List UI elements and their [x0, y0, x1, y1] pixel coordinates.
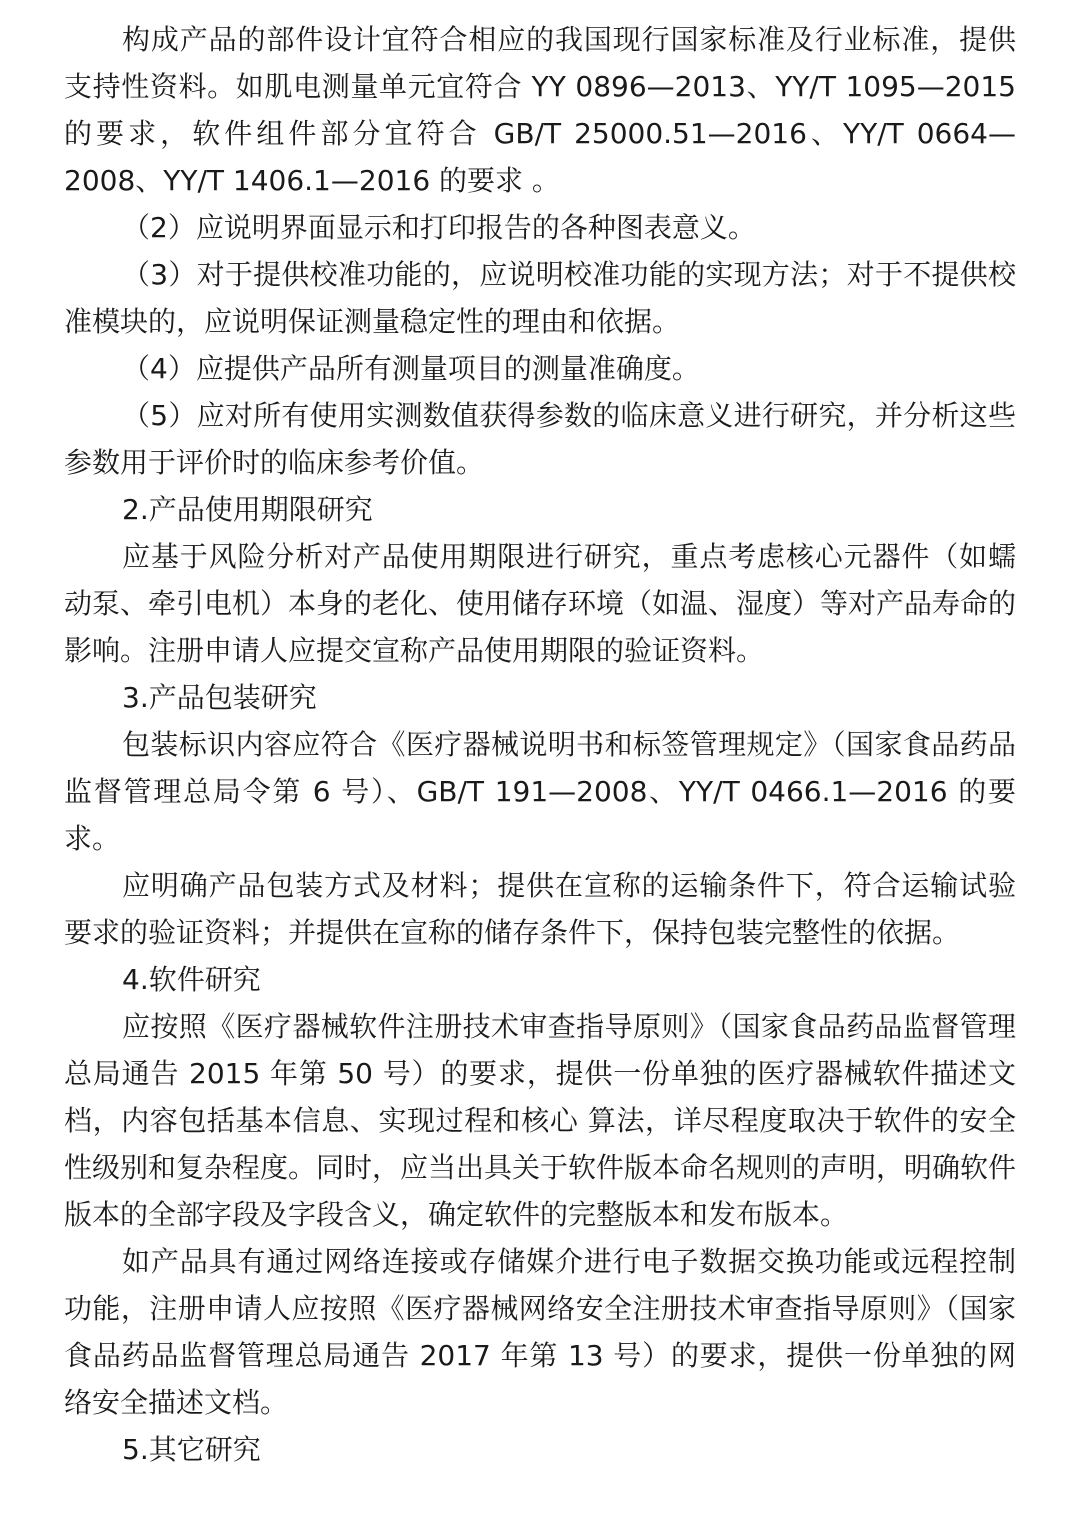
paragraph-cybersecurity: 如产品具有通过网络连接或存储媒介进行电子数据交换功能或远程控制功能，注册申请人应按照《医疗器械网络安全注册技术审查指导原则》（国家食品药品监督管理总局通告 2017 年第 13 号）的要求，提供一份单独的网络安全描述文档。: [64, 1245, 1016, 1419]
section-heading-other: 5.其它研究: [122, 1433, 261, 1466]
paragraph-component-standards: 构成产品的部件设计宜符合相应的我国现行国家标准及行业标准，提供支持性资料。如肌电测量单元宜符合 YY 0896—2013、YY/T 1095—2015的要求，软件组件部分宜符合 GB/T 25000.51—2016、YY/T 0664—2008、YY/T 1406.1—2016 的要求 。: [64, 23, 1016, 197]
paragraph-lifetime: 应基于风险分析对产品使用期限进行研究，重点考虑核心元器件（如蠕动泵、牵引电机）本身的老化、使用储存环境（如温、湿度）等对产品寿命的影响。注册申请人应提交宣称产品使用期限的验证资料。: [64, 540, 1017, 667]
paragraph-item-3: （3）对于提供校准功能的，应说明校准功能的实现方法；对于不提供校准模块的，应说明保证测量稳定性的理由和依据。: [64, 258, 1016, 338]
section-heading-lifetime: 2.产品使用期限研究: [122, 493, 373, 526]
section-heading-packaging: 3.产品包装研究: [122, 681, 317, 714]
paragraph-item-4: （4）应提供产品所有测量项目的测量准确度。: [122, 352, 700, 385]
paragraph-software: 应按照《医疗器械软件注册技术审查指导原则》（国家食品药品监督管理总局通告 2015 年第 50 号）的要求，提供一份单独的医疗器械软件描述文档，内容包括基本信息、实现过程和核心 算法，详尽程度取决于软件的安全性级别和复杂程度。同时，应当出具关于软件版本命名规则的声明，明确软件版本的全部字段及字段含义，确定软件的完整版本和发布版本。: [64, 1010, 1017, 1231]
paragraph-packaging-labels: 包装标识内容应符合《医疗器械说明书和标签管理规定》（国家食品药品监督管理总局令第 6 号）、GB/T 191—2008、YY/T 0466.1—2016 的要求。: [64, 728, 1016, 855]
paragraph-item-2: （2）应说明界面显示和打印报告的各种图表意义。: [122, 211, 756, 244]
paragraph-packaging-method: 应明确产品包装方式及材料；提供在宣称的运输条件下，符合运输试验要求的验证资料；并提供在宣称的储存条件下，保持包装完整性的依据。: [64, 869, 1016, 949]
paragraph-item-5: （5）应对所有使用实测数值获得参数的临床意义进行研究，并分析这些参数用于评价时的临床参考价值。: [64, 399, 1016, 479]
section-heading-software: 4.软件研究: [122, 963, 261, 996]
